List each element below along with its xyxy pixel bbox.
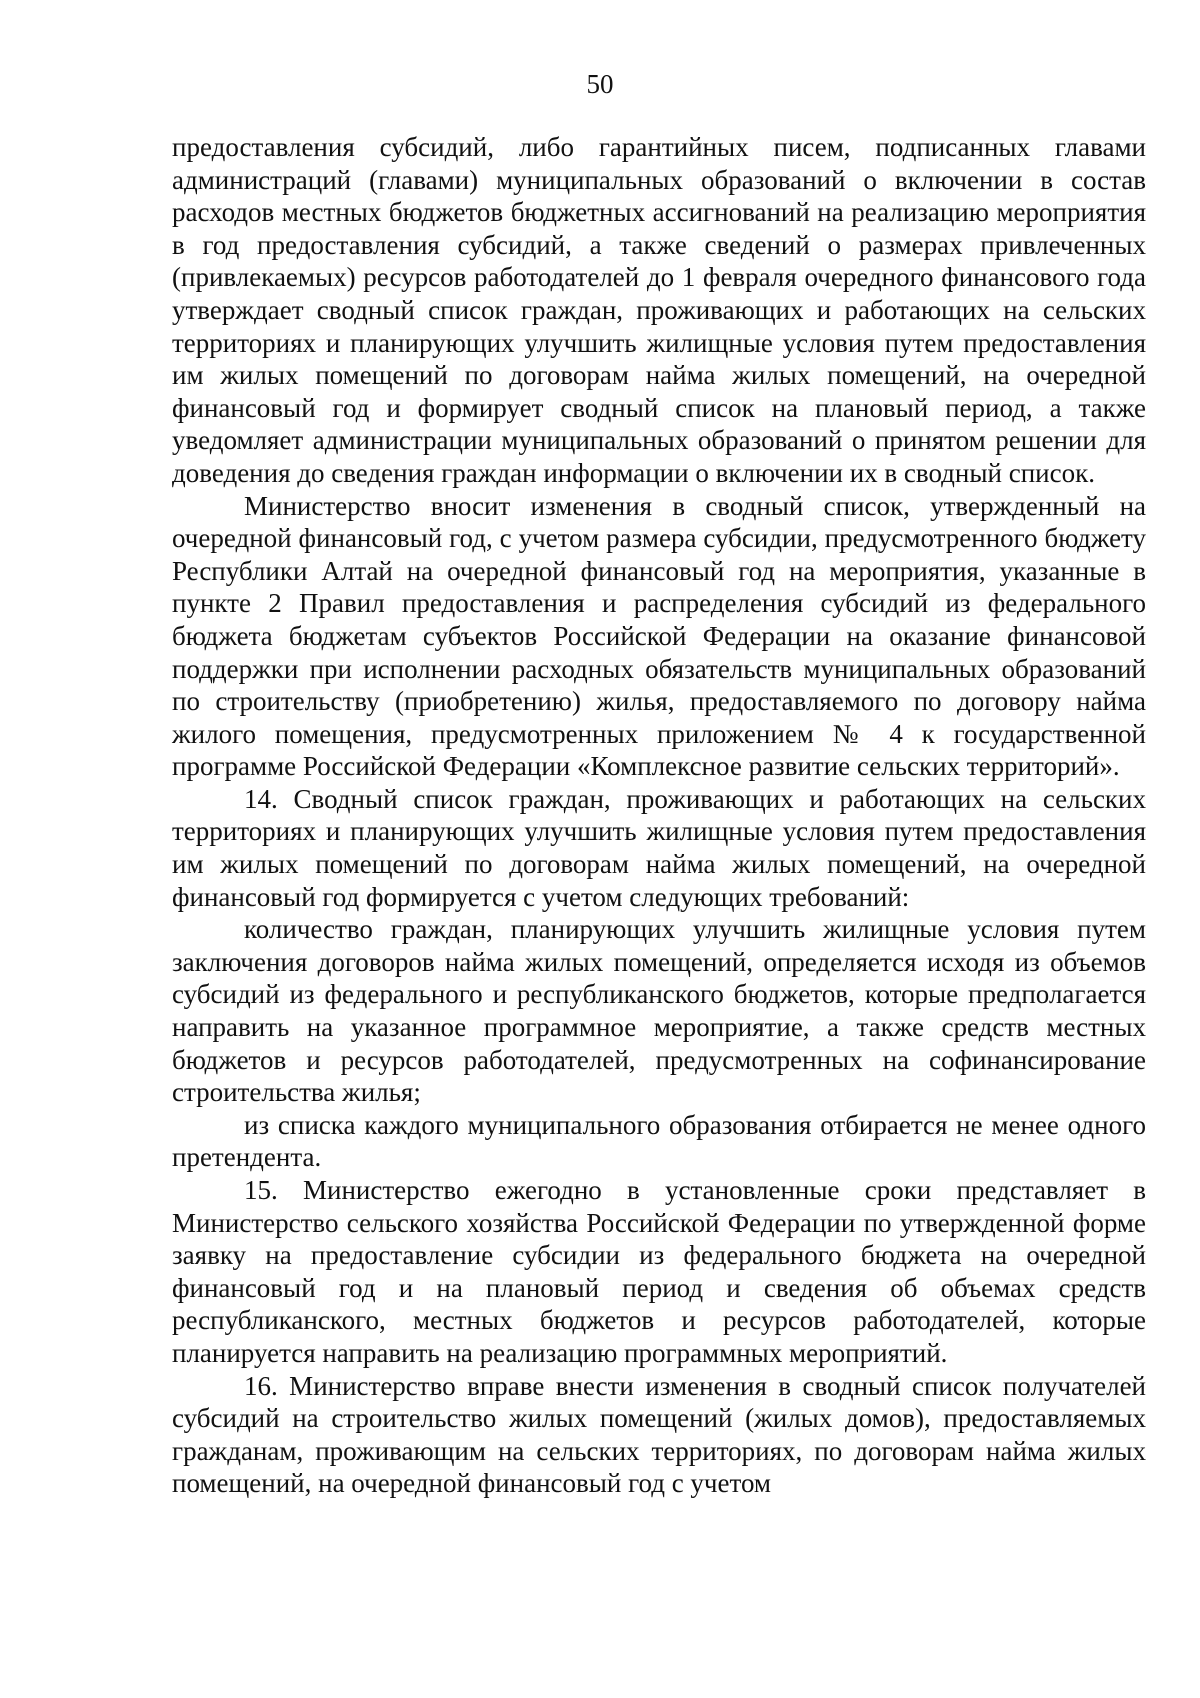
- paragraph-item-14: 14. Сводный список граждан, проживающих и работающих на сельских территориях и планирующих улучшить жилищные условия путем предоставления им жилых помещений по договорам найма жилых помещений, на очередной финансовый год формируется с учетом следующих требований:: [172, 783, 1146, 912]
- page-number: 50: [586, 69, 614, 99]
- paragraph-requirement-selection: из списка каждого муниципального образования отбирается не менее одного претендента.: [172, 1109, 1146, 1173]
- paragraph-item-16: 16. Министерство вправе внести изменения в сводный список получателей субсидий на строительство жилых помещений (жилых домов), предоставляемых гражданам, проживающим на сельских территориях, по договорам найма жилых помещений, на очередной финансовый год с учетом: [172, 1370, 1146, 1499]
- document-body: [172, 131, 1146, 1500]
- paragraph-requirement-count: количество граждан, планирующих улучшить жилищные условия путем заключения договоров найма жилых помещений, определяется исходя из объемов субсидий из федерального и республиканского бюджетов, которые предполагается направить на указанное программное мероприятие, а также средств местных бюджетов и ресурсов работодателей, предусмотренных на софинансирование строительства жилья;: [172, 914, 1146, 1108]
- paragraph-ministry-changes: Министерство вносит изменения в сводный список, утвержденный на очередной финансовый год, с учетом размера субсидии, предусмотренного бюджету Республики Алтай на очередной финансовый год на мероприятия, указанные в пункте 2 Правил предоставления и распределения субсидий из федерального бюджета бюджетам субъектов Российской Федерации на оказание финансовой поддержки при исполнении расходных обязательств муниципальных образований по строительству (приобретению) жилья, предоставляемого по договору найма жилого помещения, предусмотренных приложением № 4 к государственной программе Российской Федерации «Комплексное развитие сельских территорий».: [172, 490, 1146, 782]
- paragraph-item-15: 15. Министерство ежегодно в установленные сроки представляет в Министерство сельского хозяйства Российской Федерации по утвержденной форме заявку на предоставление субсидии из федерального бюджета на очередной финансовый год и на плановый период и сведения об объемах средств республиканского, местных бюджетов и ресурсов работодателей, которые планируется направить на реализацию программных мероприятий.: [172, 1175, 1146, 1368]
- paragraph-continuation: предоставления субсидий, либо гарантийных писем, подписанных главами администраций (главами) муниципальных образований о включении в состав расходов местных бюджетов бюджетных ассигнований на реализацию мероприятия в год предоставления субсидий, а также сведений о размерах привлеченных (привлекаемых) ресурсов работодателей до 1 февраля очередного финансового года утверждает сводный список граждан, проживающих и работающих на сельских территориях и планирующих улучшить жилищные условия путем предоставления им жилых помещений по договорам найма жилых помещений, на очередной финансовый год и формирует сводный список на плановый период, а также уведомляет администрации муниципальных образований о принятом решении для доведения до сведения граждан информации о включении их в сводный список.: [172, 132, 1146, 488]
